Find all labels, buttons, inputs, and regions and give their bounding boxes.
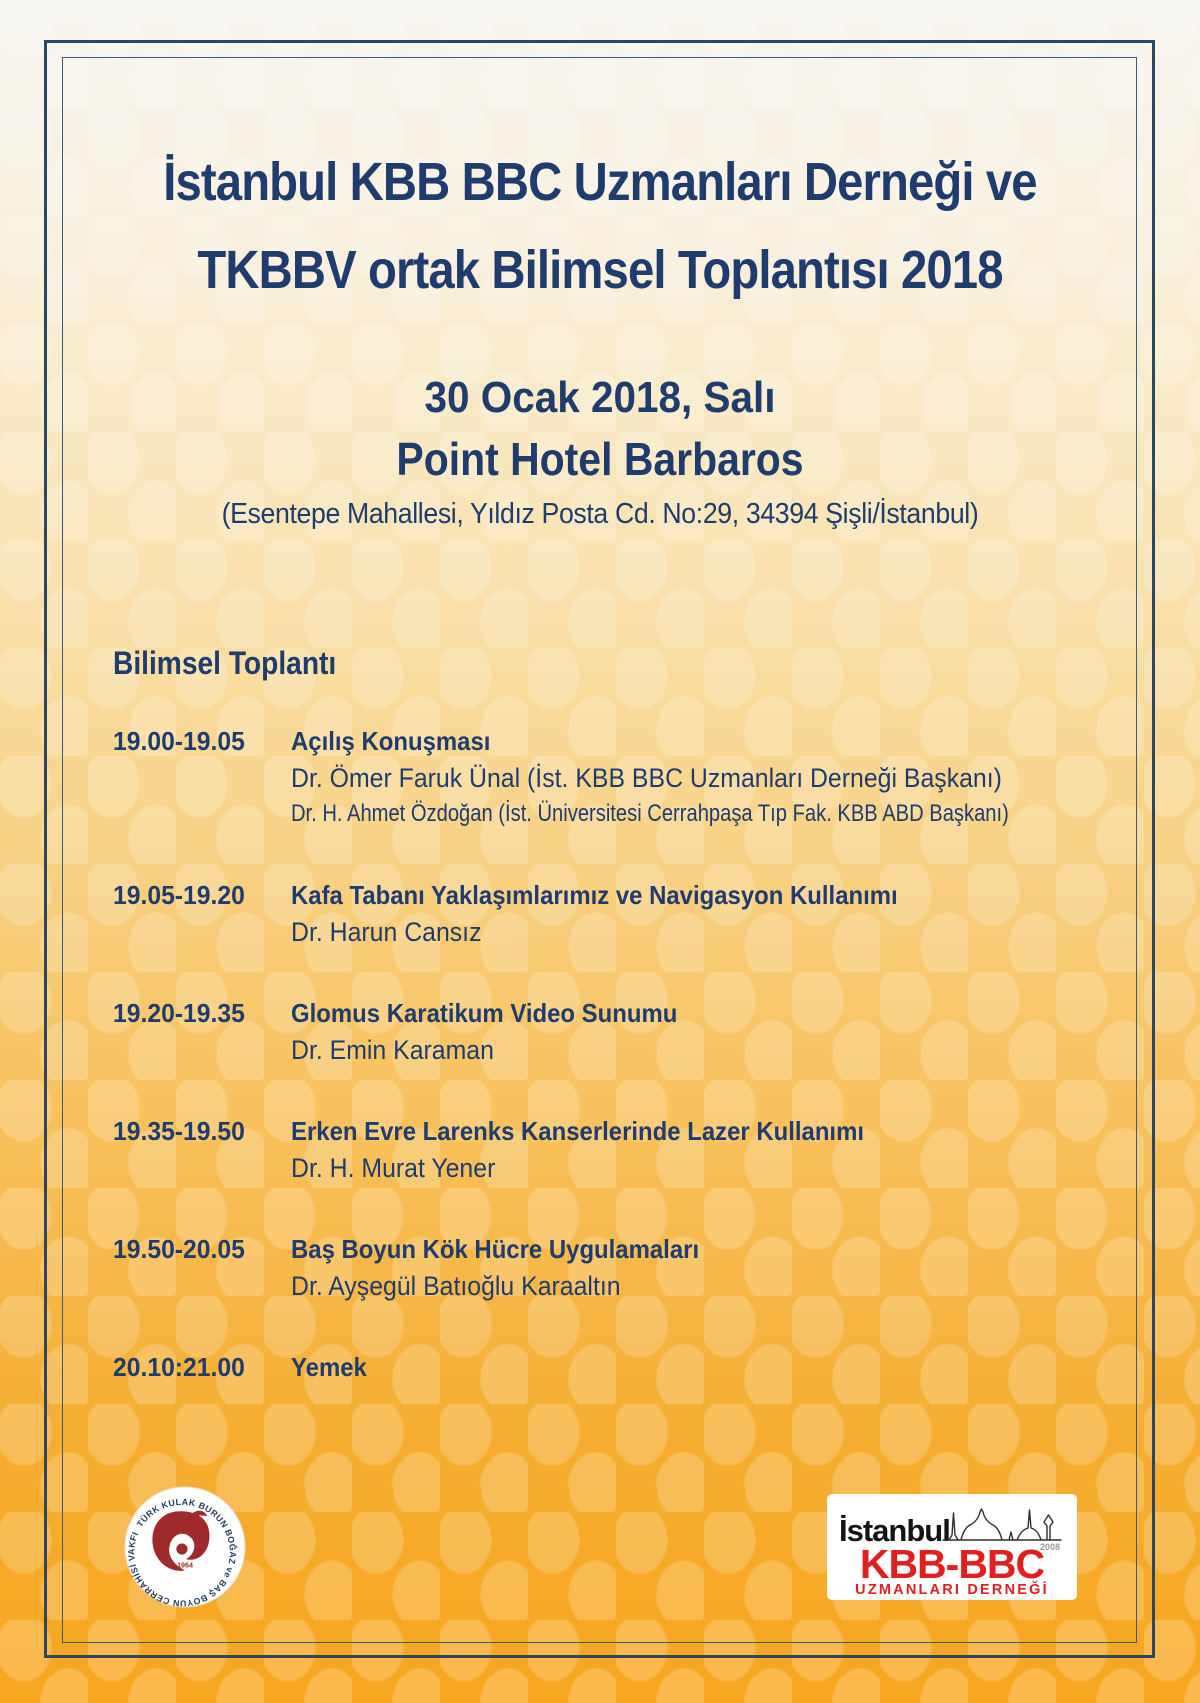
kbbbbc-logo xyxy=(827,1494,1077,1600)
poster-title-line1: İstanbul KBB BBC Uzmanları Derneği ve xyxy=(163,152,1037,212)
schedule-row xyxy=(113,1112,1137,1186)
kbbbbc-logo-icon xyxy=(827,1494,1077,1600)
schedule-row xyxy=(113,1230,1137,1304)
session-body xyxy=(291,994,1137,1068)
session-body xyxy=(291,1348,1137,1386)
tkbbv-logo xyxy=(124,1486,246,1608)
session-speaker: Dr. Emin Karaman xyxy=(291,1035,494,1065)
session-time: 19.00-19.05 xyxy=(113,726,245,756)
schedule-row xyxy=(113,722,1137,832)
session-speakers xyxy=(291,1268,1137,1304)
session-title: Yemek xyxy=(291,1352,367,1382)
event-date: 30 Ocak 2018, Salı xyxy=(424,373,776,422)
session-speaker: Dr. Ömer Faruk Ünal (İst. KBB BBC Uzmanları Derneği Başkanı) xyxy=(291,763,1002,793)
event-address: (Esentepe Mahallesi, Yıldız Posta Cd. No:29, 34394 Şişli/İstanbul) xyxy=(221,498,979,530)
session-speaker: Dr. H. Ahmet Özdoğan (İst. Üniversitesi Cerrahpaşa Tıp Fak. KBB ABD Başkanı) xyxy=(291,800,1009,827)
session-time: 19.20-19.35 xyxy=(113,998,245,1028)
schedule-row xyxy=(113,1348,1137,1386)
session-speaker: Dr. Ayşegül Batıoğlu Karaaltın xyxy=(291,1271,621,1301)
session-title: Glomus Karatikum Video Sunumu xyxy=(291,998,678,1028)
session-title: Baş Boyun Kök Hücre Uygulamaları xyxy=(291,1234,700,1264)
kbbbbc-city: İstanbul xyxy=(839,1513,950,1548)
session-body xyxy=(291,876,1137,950)
poster-title-line2: TKBBV ortak Bilimsel Toplantısı 2018 xyxy=(197,240,1003,300)
session-body xyxy=(291,722,1137,832)
tkbbv-year: 1964 xyxy=(177,1561,193,1570)
session-time: 20.10:21.00 xyxy=(113,1352,245,1382)
schedule-row xyxy=(113,994,1137,1068)
kbbbbc-year: 2008 xyxy=(1040,1542,1061,1552)
poster-title xyxy=(0,138,1200,314)
tkbbv-ring-text: TÜRK KULAK BURUN BOĞAZ ve BAŞ BOYUN CERRAHİSİ VAKFI xyxy=(126,1496,238,1608)
schedule-heading: Bilimsel Toplantı xyxy=(113,645,337,681)
session-time: 19.50-20.05 xyxy=(113,1234,245,1264)
session-title: Kafa Tabanı Yaklaşımlarımız ve Navigasyon Kullanımı xyxy=(291,880,898,910)
session-speakers xyxy=(291,760,1137,832)
session-time: 19.05-19.20 xyxy=(113,880,245,910)
kbbbbc-subtitle: UZMANLARI DERNEĞİ xyxy=(855,1582,1049,1598)
tkbbv-logo-icon xyxy=(124,1486,246,1608)
session-speakers xyxy=(291,1032,1137,1068)
schedule-row xyxy=(113,876,1137,950)
event-details xyxy=(0,368,1200,538)
session-title: Açılış Konuşması xyxy=(291,726,491,756)
session-body xyxy=(291,1112,1137,1186)
session-speaker: Dr. Harun Cansız xyxy=(291,917,482,947)
session-title: Erken Evre Larenks Kanserlerinde Lazer Kullanımı xyxy=(291,1116,865,1146)
session-body xyxy=(291,1230,1137,1304)
kbbbbc-name: KBB-BBC xyxy=(859,1541,1045,1587)
session-time: 19.35-19.50 xyxy=(113,1116,245,1146)
event-venue: Point Hotel Barbaros xyxy=(396,433,804,485)
session-speakers xyxy=(291,914,1137,950)
schedule xyxy=(113,722,1137,1430)
session-speaker: Dr. H. Murat Yener xyxy=(291,1153,496,1183)
session-speakers xyxy=(291,1150,1137,1186)
